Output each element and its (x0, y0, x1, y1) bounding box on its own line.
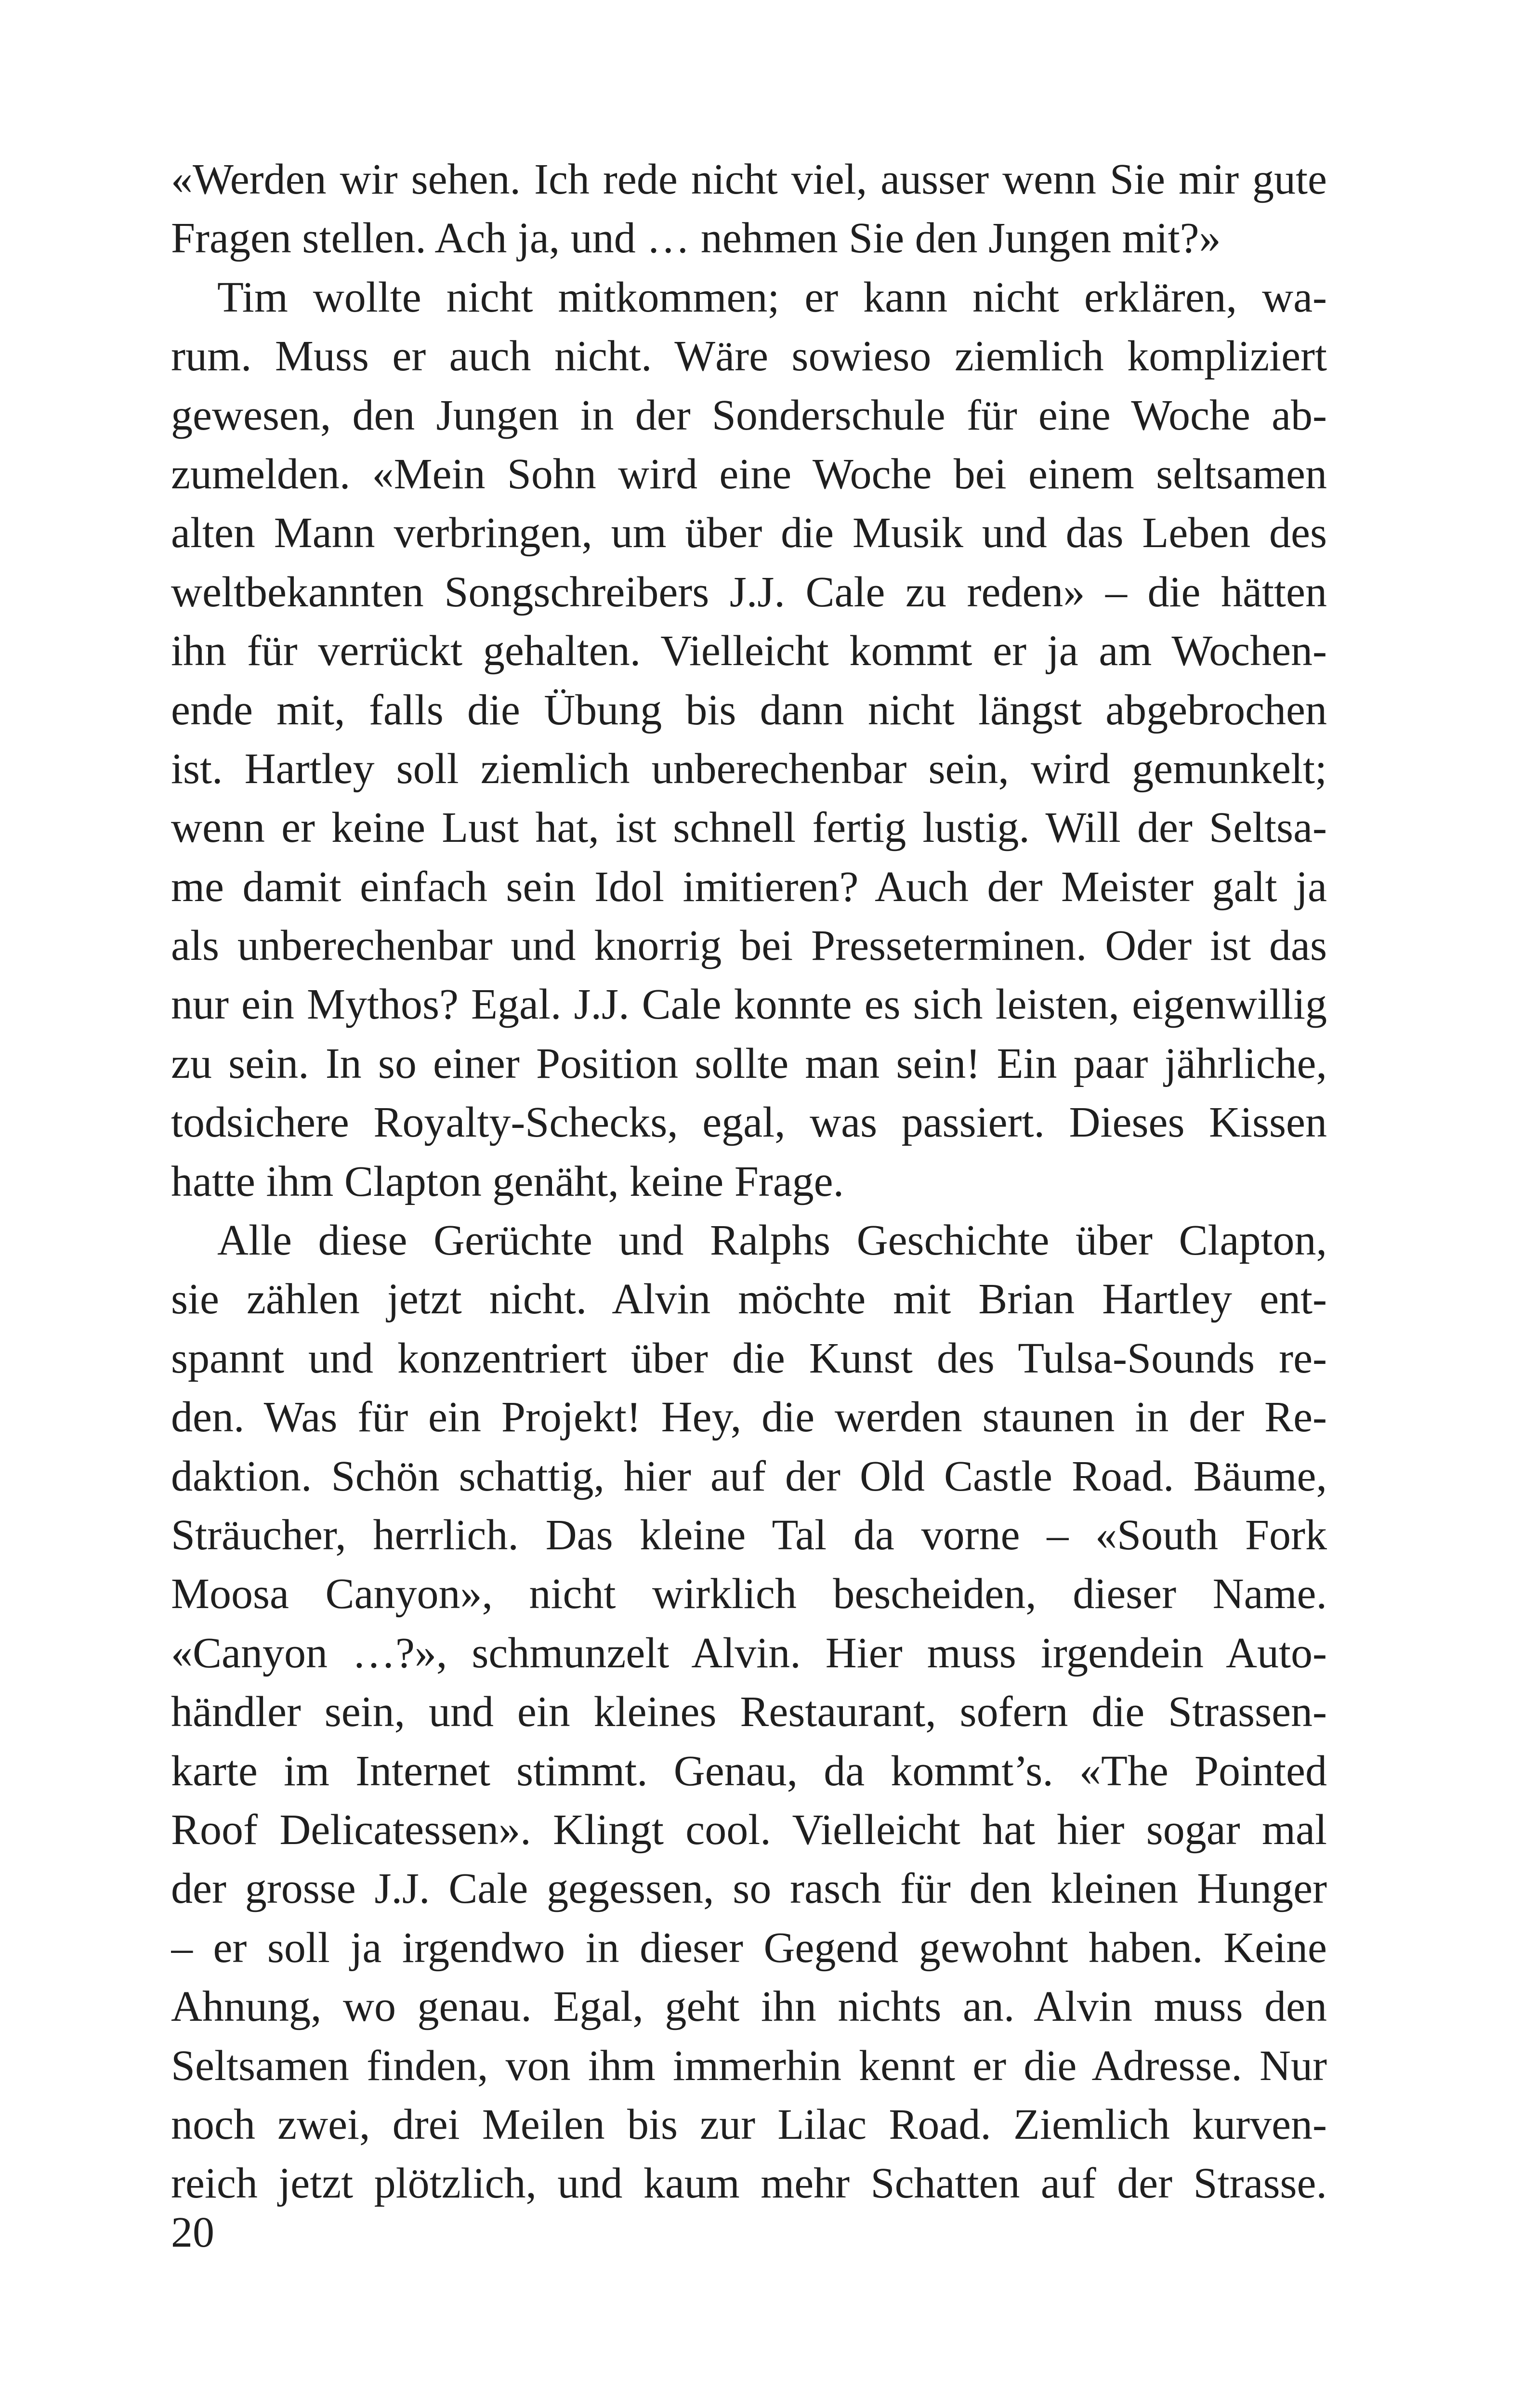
text-line: Tim wollte nicht mitkommen; er kann nicht erklären, wa- (217, 273, 1327, 321)
text-line: karte im Internet stimmt. Genau, da kommt’s. «The Pointed (171, 1747, 1327, 1795)
text-line: Ahnung, wo genau. Egal, geht ihn nichts an. Alvin muss den (171, 1983, 1327, 2031)
text-line: rum. Muss er auch nicht. Wäre sowieso ziemlich kompliziert (171, 332, 1327, 380)
text-line: weltbekannten Songschreibers J.J. Cale zu reden» – die hätten (171, 568, 1327, 616)
page-number: 20 (171, 2209, 214, 2256)
text-line: Moosa Canyon», nicht wirklich bescheiden, dieser Name. (171, 1570, 1327, 1618)
text-line: der grosse J.J. Cale gegessen, so rasch für den kleinen Hunger (171, 1865, 1327, 1913)
text-line: «Werden wir sehen. Ich rede nicht viel, ausser wenn Sie mir gute (171, 156, 1327, 203)
text-line: reich jetzt plötzlich, und kaum mehr Schatten auf der Strasse. (171, 2159, 1327, 2208)
text-line: alten Mann verbringen, um über die Musik und das Leben des (171, 509, 1327, 557)
text-line: «Canyon …?», schmunzelt Alvin. Hier muss irgendein Auto- (171, 1629, 1327, 1677)
text-line: me damit einfach sein Idol imitieren? Auch der Meister galt ja (171, 863, 1327, 911)
body-text (171, 150, 1327, 2213)
text-line: todsichere Royalty-Schecks, egal, was passiert. Dieses Kissen (171, 1099, 1327, 1147)
text-line: Fragen stellen. Ach ja, und … nehmen Sie den Jungen mit?» (171, 214, 1221, 262)
text-line: noch zwei, drei Meilen bis zur Lilac Road. Ziemlich kurven- (171, 2100, 1327, 2148)
text-line: spannt und konzentriert über die Kunst des Tulsa-Sounds re- (171, 1334, 1327, 1382)
text-line: den. Was für ein Projekt! Hey, die werden staunen in der Re- (171, 1393, 1327, 1441)
text-line: zu sein. In so einer Position sollte man sein! Ein paar jährliche, (171, 1039, 1327, 1087)
text-line: als unberechenbar und knorrig bei Presseterminen. Oder ist das (171, 922, 1327, 970)
text-line: – er soll ja irgendwo in dieser Gegend gewohnt haben. Keine (171, 1924, 1327, 1972)
text-line: Seltsamen finden, von ihm immerhin kennt er die Adresse. Nur (171, 2042, 1327, 2090)
text-line: ihn für verrückt gehalten. Vielleicht kommt er ja am Wochen- (171, 627, 1327, 675)
text-line: wenn er keine Lust hat, ist schnell fertig lustig. Will der Seltsa- (171, 804, 1327, 852)
text-line: Sträucher, herrlich. Das kleine Tal da vorne – «South Fork (171, 1511, 1327, 1559)
text-line: Roof Delicatessen». Klingt cool. Vielleicht hat hier sogar mal (171, 1806, 1327, 1854)
text-line: daktion. Schön schattig, hier auf der Old Castle Road. Bäume, (171, 1452, 1327, 1500)
text-line: zumelden. «Mein Sohn wird eine Woche bei einem seltsamen (171, 450, 1327, 498)
text-line: ist. Hartley soll ziemlich unberechenbar sein, wird gemunkelt; (171, 745, 1327, 793)
text-line: Alle diese Gerüchte und Ralphs Geschichte über Clapton, (217, 1217, 1327, 1265)
text-line: hatte ihm Clapton genäht, keine Frage. (171, 1157, 844, 1205)
text-line: nur ein Mythos? Egal. J.J. Cale konnte es sich leisten, eigenwillig (171, 981, 1327, 1029)
text-line: sie zählen jetzt nicht. Alvin möchte mit Brian Hartley ent- (171, 1275, 1327, 1323)
text-line: gewesen, den Jungen in der Sonderschule für eine Woche ab- (171, 391, 1327, 439)
text-line: händler sein, und ein kleines Restaurant, sofern die Strassen- (171, 1688, 1327, 1736)
text-line: ende mit, falls die Übung bis dann nicht längst abgebrochen (171, 686, 1327, 734)
